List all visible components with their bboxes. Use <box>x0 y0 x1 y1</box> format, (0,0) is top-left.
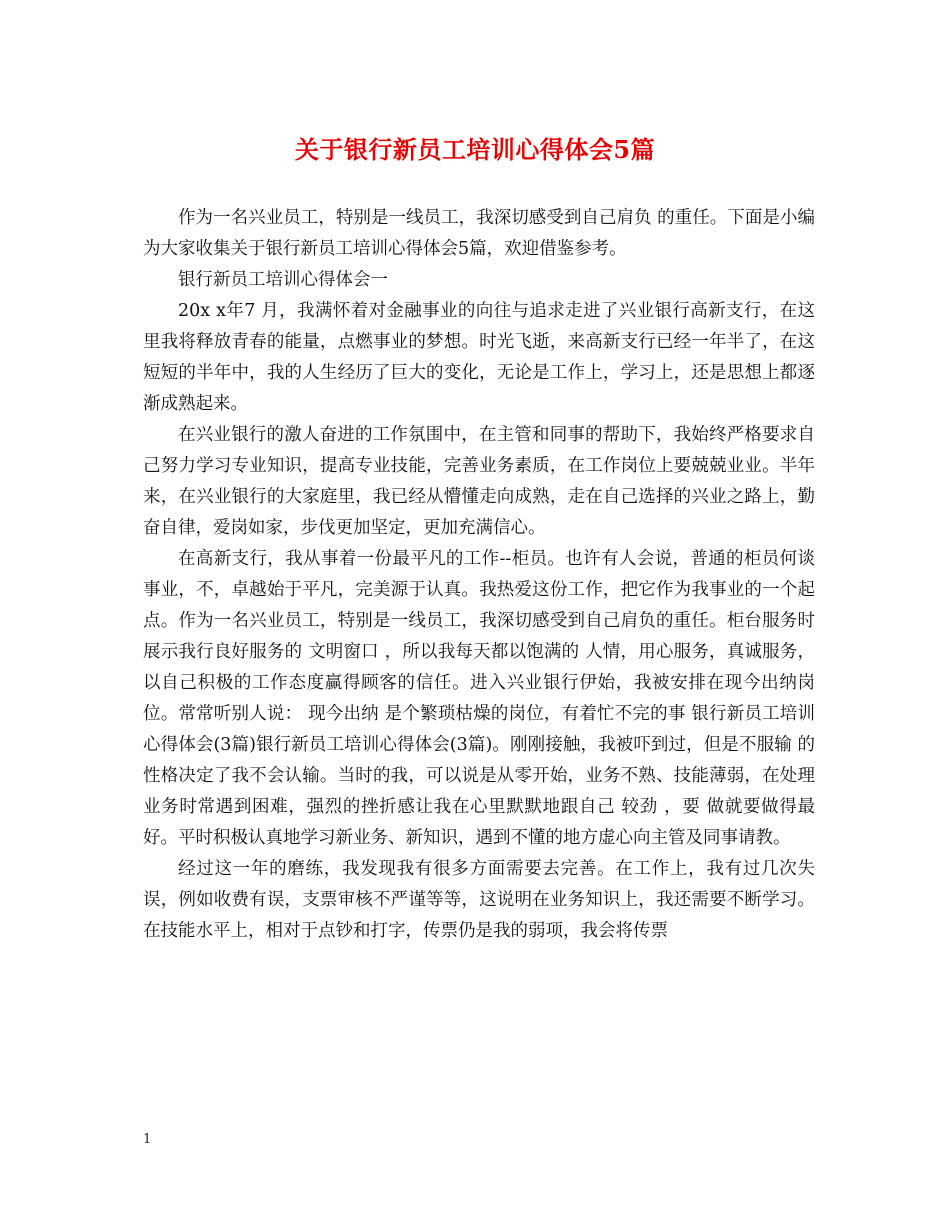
body-paragraph-3: 在高新支行，我从事着一份最平凡的工作--柜员。也许有人会说，普通的柜员何谈事业，不，卓越始于平凡，完美源于认真。我热爱这份工作，把它作为我事业的一个起点。作为一名兴业员工，特别是一线员工，我深切感受到自己肩负的重任。柜台服务时展示我行良好服务的 文明窗口 ，所以我每天都以饱满的 人情，用心服务，真诚服务，以自己积极的工作态度赢得顾客的信任。进入兴业银行伊始，我被安排在现今出纳岗位。常常听别人说： 现今出纳 是个繁琐枯燥的岗位，有着忙不完的事 银行新员工培训心得体会(3篇)银行新员工培训心得体会(3篇)。刚刚接触，我被吓到过，但是不服输 的性格决定了我不会认输。当时的我，可以说是从零开始，业务不熟、技能薄弱，在处理业务时常遇到困难，强烈的挫折感让我在心里默默地跟自己 较劲 ，要 做就要做得最好。平时积极认真地学习新业务、新知识，遇到不懂的地方虚心向主管及同事请教。 <box>143 549 815 848</box>
page-number: 1 <box>143 1132 152 1147</box>
document-body <box>143 203 815 947</box>
intro-paragraph: 作为一名兴业员工，特别是一线员工，我深切感受到自己肩负 的重任。下面是小编为大家收集关于银行新员工培训心得体会5篇，欢迎借鉴参考。 <box>143 208 815 259</box>
section-heading: 银行新员工培训心得体会一 <box>178 270 388 290</box>
document-title: 关于银行新员工培训心得体会5篇 <box>294 135 656 164</box>
body-paragraph-1: 20x x年7 月，我满怀着对金融事业的向往与追求走进了兴业银行高新支行，在这里我将释放青春的能量，点燃事业的梦想。时光飞逝，来高新支行已经一年半了，在这短短的半年中，我的人生经历了巨大的变化，无论是工作上，学习上，还是思想上都逐渐成熟起来。 <box>143 301 815 414</box>
body-paragraph-2: 在兴业银行的激人奋进的工作氛围中，在主管和同事的帮助下，我始终严格要求自己努力学习专业知识，提高专业技能，完善业务素质，在工作岗位上要兢兢业业。半年来，在兴业银行的大家庭里，我已经从懵懂走向成熟，走在自己选择的兴业之路上，勤奋自律，爱岗如家，步伐更加坚定，更加充满信心。 <box>143 425 815 538</box>
body-paragraph-4: 经过这一年的磨练，我发现我有很多方面需要去完善。在工作上，我有过几次失误，例如收费有误，支票审核不严谨等等，这说明在业务知识上，我还需要不断学习。在技能水平上，相对于点钞和打字，传票仍是我的弱项，我会将传票 <box>143 859 815 941</box>
